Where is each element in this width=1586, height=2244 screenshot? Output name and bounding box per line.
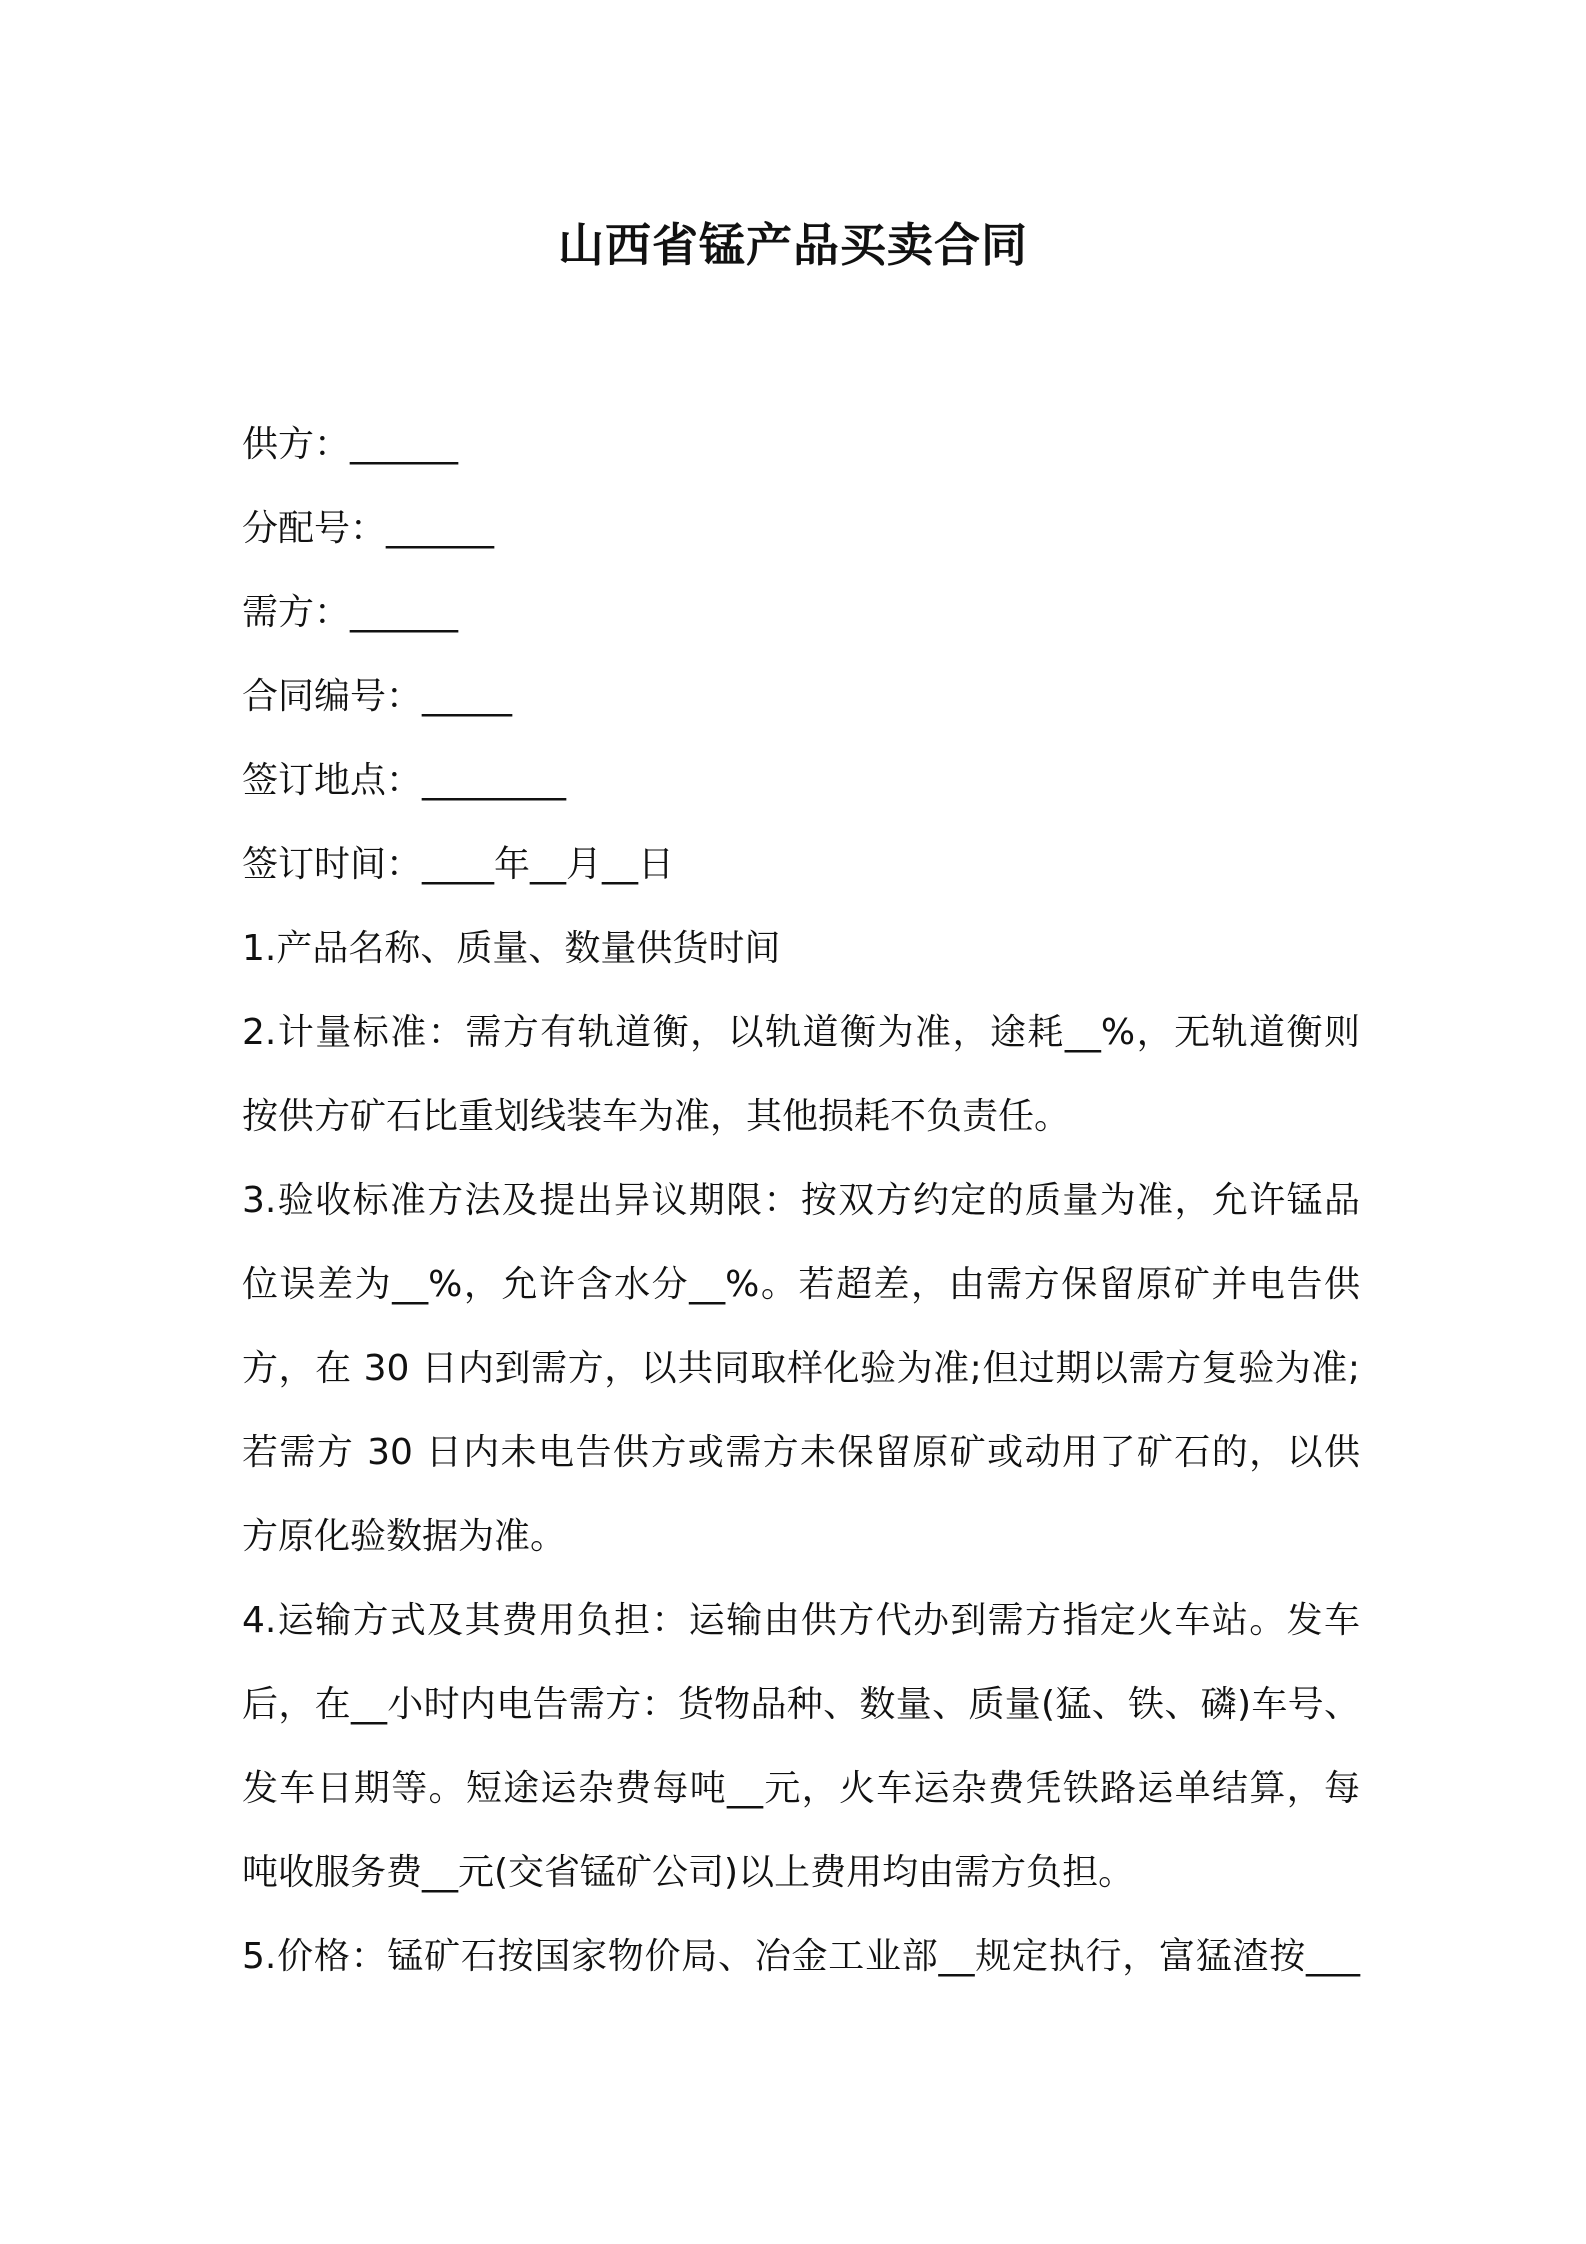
clause-4-line-3: 发车日期等。短途运杂费每吨__元，火车运杂费凭铁路运单结算，每 [242,1768,1360,1809]
clause-3-line-4: 若需方 30 日内未电告供方或需方未保留原矿或动用了矿石的，以供 [242,1432,1360,1473]
supplier-field: 供方：______ [242,424,459,465]
document-title: 山西省锰产品买卖合同 [558,218,1028,272]
signing-place-field: 签订地点：________ [242,760,567,801]
clause-5-line-1: 5.价格：锰矿石按国家物价局、冶金工业部__规定执行，富猛渣按___ [242,1936,1360,1977]
clause-3-line-5: 方原化验数据为准。 [242,1516,567,1557]
clause-2-line-1: 2.计量标准：需方有轨道衡，以轨道衡为准，途耗__%，无轨道衡则 [242,1012,1360,1053]
buyer-field: 需方：______ [242,592,459,633]
clause-3-line-3: 方，在 30 日内到需方，以共同取样化验为准;但过期以需方复验为准; [242,1348,1360,1389]
clause-1-line: 1.产品名称、质量、数量供货时间 [242,928,781,969]
allocation-number-field: 分配号：______ [242,508,495,549]
clause-4-line-1: 4.运输方式及其费用负担：运输由供方代办到需方指定火车站。发车 [242,1600,1360,1641]
clause-3-line-2: 位误差为__%，允许含水分__%。若超差，由需方保留原矿并电告供 [242,1264,1360,1305]
clause-2-line-2: 按供方矿石比重划线装车为准，其他损耗不负责任。 [242,1096,1071,1137]
clause-4-line-2: 后，在__小时内电告需方：货物品种、数量、质量(猛、铁、磷)车号、 [242,1684,1360,1725]
document-body [242,403,1360,1999]
clause-3-line-1: 3.验收标准方法及提出异议期限：按双方约定的质量为准，允许锰品 [242,1180,1360,1221]
contract-number-field: 合同编号：_____ [242,676,513,717]
clause-4-line-4: 吨收服务费__元(交省锰矿公司)以上费用均由需方负担。 [242,1852,1135,1893]
signing-time-field: 签订时间：____年__月__日 [242,844,675,885]
